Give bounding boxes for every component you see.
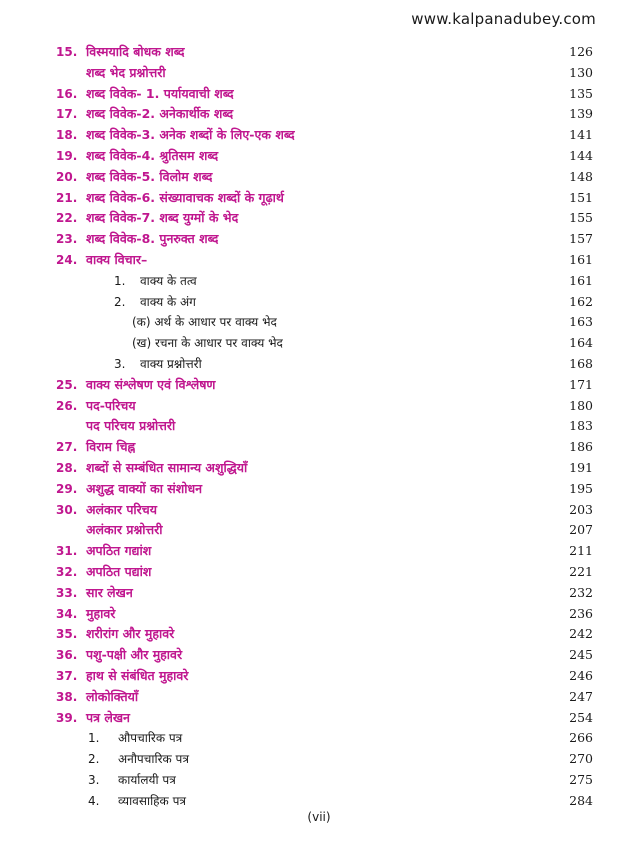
table-of-contents — [0, 42, 638, 811]
toc-entry — [0, 104, 638, 125]
toc-entry-number: 21. — [56, 190, 78, 205]
toc-entry-number: 29. — [56, 481, 78, 496]
toc-entry-page: 247 — [569, 688, 593, 704]
toc-entry-title: पद परिचय प्रश्नोत्तरी — [86, 418, 176, 434]
toc-entry — [0, 42, 638, 63]
toc-entry-number: 33. — [56, 585, 78, 600]
toc-entry — [0, 666, 638, 687]
toc-entry-number: 39. — [56, 710, 78, 725]
toc-entry-title: शब्द विवेक-7. शब्द युग्मों के भेद — [86, 210, 239, 226]
toc-entry-page: 151 — [569, 189, 593, 205]
toc-entry-title: अलंकार प्रश्नोत्तरी — [86, 522, 163, 538]
toc-entry-title: अपठित पद्यांश — [86, 563, 152, 579]
toc-entry — [0, 333, 638, 354]
toc-entry — [0, 146, 638, 167]
toc-entry-page: 242 — [569, 626, 593, 642]
toc-entry-title: पशु-पक्षी और मुहावरे — [86, 647, 183, 663]
toc-entry-page: 144 — [569, 147, 593, 163]
toc-entry-title: शब्द भेद प्रश्नोत्तरी — [86, 64, 166, 80]
toc-entry-number: 18. — [56, 128, 78, 143]
toc-entry — [0, 645, 638, 666]
toc-entry-title: शब्द विवेक-4. श्रुतिसम शब्द — [86, 147, 219, 163]
toc-entry-page: 135 — [569, 85, 593, 101]
toc-entry-page: 163 — [569, 314, 593, 330]
toc-entry-title: शब्द विवेक-2. अनेकार्थीक शब्द — [86, 106, 234, 122]
toc-entry-number: 27. — [56, 440, 78, 455]
toc-entry-page: 164 — [569, 335, 593, 351]
toc-entry-number: 2. — [88, 752, 100, 767]
toc-entry-page: 148 — [569, 168, 593, 184]
toc-entry-page: 183 — [569, 418, 593, 434]
toc-entry — [0, 687, 638, 708]
toc-entry-number: 26. — [56, 398, 78, 413]
toc-entry-title: शब्द विवेक-5. विलोम शब्द — [86, 168, 213, 184]
toc-entry-title: वाक्य संश्लेषण एवं विश्लेषण — [86, 376, 216, 392]
toc-entry — [0, 375, 638, 396]
toc-entry — [0, 562, 638, 583]
toc-entry-title: अनौपचारिक पत्र — [118, 752, 189, 767]
toc-entry-title: (क) अर्थ के आधार पर वाक्य भेद — [132, 315, 277, 330]
toc-entry — [0, 458, 638, 479]
toc-entry — [0, 167, 638, 188]
toc-entry-number: 37. — [56, 668, 78, 683]
toc-entry-page: 171 — [569, 376, 593, 392]
toc-entry-page: 254 — [569, 709, 593, 725]
toc-entry-title: पत्र लेखन — [86, 709, 130, 725]
toc-entry — [0, 728, 638, 749]
toc-entry-title: अशुद्ध वाक्यों का संशोधन — [86, 480, 203, 496]
toc-entry-number: 22. — [56, 211, 78, 226]
toc-entry-page: 157 — [569, 231, 593, 247]
toc-entry-title: लोकोक्तियाँ — [86, 688, 139, 704]
toc-entry — [0, 312, 638, 333]
toc-entry-page: 211 — [569, 543, 593, 559]
toc-entry-number: 3. — [88, 772, 100, 787]
toc-entry-title: औपचारिक पत्र — [118, 731, 183, 746]
toc-entry-title: विस्मयादि बोधक शब्द — [86, 44, 185, 59]
toc-entry-page: 161 — [569, 251, 593, 267]
toc-entry-title: शब्द विवेक- 1. पर्यायवाची शब्द — [86, 85, 234, 101]
toc-entry-number: 23. — [56, 232, 78, 247]
toc-entry-page: 275 — [569, 771, 593, 787]
toc-entry-title: वाक्य के तत्व — [140, 273, 197, 288]
toc-entry — [0, 271, 638, 292]
toc-entry — [0, 624, 638, 645]
toc-entry-number: 35. — [56, 627, 78, 642]
toc-entry — [0, 63, 638, 84]
toc-entry-page: 266 — [569, 730, 593, 746]
toc-entry-number: 38. — [56, 689, 78, 704]
toc-entry — [0, 292, 638, 313]
toc-entry-number: 25. — [56, 377, 78, 392]
toc-entry-number: 32. — [56, 564, 78, 579]
toc-entry-title: मुहावरे — [86, 605, 116, 621]
toc-entry-title: वाक्य विचार– — [86, 251, 148, 267]
website-url: www.kalpanadubey.com — [411, 10, 596, 28]
toc-entry-number: 30. — [56, 502, 78, 517]
toc-entry-page: 139 — [569, 106, 593, 122]
toc-entry — [0, 604, 638, 625]
toc-entry — [0, 479, 638, 500]
toc-entry-title: हाथ से संबंधित मुहावरे — [86, 667, 189, 683]
toc-entry — [0, 250, 638, 271]
toc-entry-page: 191 — [569, 459, 593, 475]
toc-entry-title: वाक्य के अंग — [140, 294, 196, 309]
toc-entry-number: 17. — [56, 107, 78, 122]
toc-entry-number: 16. — [56, 86, 78, 101]
toc-entry — [0, 708, 638, 729]
toc-entry-title: शब्द विवेक-3. अनेक शब्दों के लिए-एक शब्द — [86, 127, 295, 143]
toc-entry-number: 24. — [56, 252, 78, 267]
toc-entry — [0, 188, 638, 209]
toc-entry-number: 20. — [56, 169, 78, 184]
toc-entry-number: 19. — [56, 148, 78, 163]
toc-entry-page: 126 — [569, 44, 593, 59]
toc-entry-page: 232 — [569, 584, 593, 600]
toc-entry — [0, 791, 638, 812]
toc-entry-title: शब्द विवेक-8. पुनरुक्त शब्द — [86, 231, 219, 247]
toc-entry-page: 195 — [569, 480, 593, 496]
toc-entry-number: 28. — [56, 460, 78, 475]
toc-entry-page: 284 — [569, 792, 593, 808]
toc-entry-number: 34. — [56, 606, 78, 621]
toc-entry-number: 1. — [114, 273, 126, 288]
toc-entry-number: 31. — [56, 544, 78, 559]
toc-entry-page: 130 — [569, 64, 593, 80]
toc-entry — [0, 541, 638, 562]
toc-entry — [0, 208, 638, 229]
toc-entry-title: शब्दों से सम्बंधित सामान्य अशुद्धियाँ — [86, 459, 248, 475]
toc-entry — [0, 396, 638, 417]
toc-entry-title: पद-परिचय — [86, 397, 136, 413]
toc-entry-number: 36. — [56, 648, 78, 663]
toc-entry-page: 141 — [569, 127, 593, 143]
toc-entry-number: 2. — [114, 294, 126, 309]
toc-entry-number: 4. — [88, 793, 100, 808]
toc-entry-title: सार लेखन — [86, 584, 133, 600]
toc-entry-page: 207 — [569, 522, 593, 538]
toc-entry-page: 221 — [569, 563, 593, 579]
toc-entry-page: 155 — [569, 210, 593, 226]
toc-entry-title: व्यावसाहिक पत्र — [118, 793, 187, 808]
toc-entry-page: 168 — [569, 355, 593, 371]
toc-entry — [0, 354, 638, 375]
toc-entry — [0, 583, 638, 604]
toc-entry-title: वाक्य प्रश्नोत्तरी — [140, 356, 202, 371]
toc-entry-title: शरीरांग और मुहावरे — [86, 626, 175, 642]
toc-entry-page: 162 — [569, 293, 593, 309]
toc-entry-page: 246 — [569, 667, 593, 683]
toc-entry-page: 180 — [569, 397, 593, 413]
toc-entry-title: अपठित गद्यांश — [86, 543, 152, 559]
toc-entry — [0, 770, 638, 791]
toc-entry-page: 203 — [569, 501, 593, 517]
toc-entry — [0, 416, 638, 437]
toc-entry-title: विराम चिह्न — [86, 439, 136, 455]
toc-entry-number: 3. — [114, 356, 126, 371]
toc-entry — [0, 125, 638, 146]
toc-entry-page: 245 — [569, 647, 593, 663]
toc-entry-number: 1. — [88, 731, 100, 746]
toc-entry — [0, 520, 638, 541]
toc-entry-title: कार्यालयी पत्र — [118, 772, 176, 787]
toc-entry — [0, 749, 638, 770]
toc-entry — [0, 84, 638, 105]
toc-entry-title: अलंकार परिचय — [86, 501, 157, 517]
toc-entry-title: (ख) रचना के आधार पर वाक्य भेद — [132, 336, 283, 351]
toc-entry-page: 270 — [569, 751, 593, 767]
toc-entry — [0, 500, 638, 521]
toc-entry-title: शब्द विवेक-6. संख्यावाचक शब्दों के गूढ़ार्थ — [86, 189, 284, 205]
toc-entry — [0, 437, 638, 458]
toc-entry-page: 161 — [569, 272, 593, 288]
toc-entry-number: 15. — [56, 45, 78, 59]
toc-entry-page: 236 — [569, 605, 593, 621]
toc-entry-page: 186 — [569, 439, 593, 455]
toc-entry — [0, 229, 638, 250]
page-number-footer: (vii) — [307, 810, 331, 824]
